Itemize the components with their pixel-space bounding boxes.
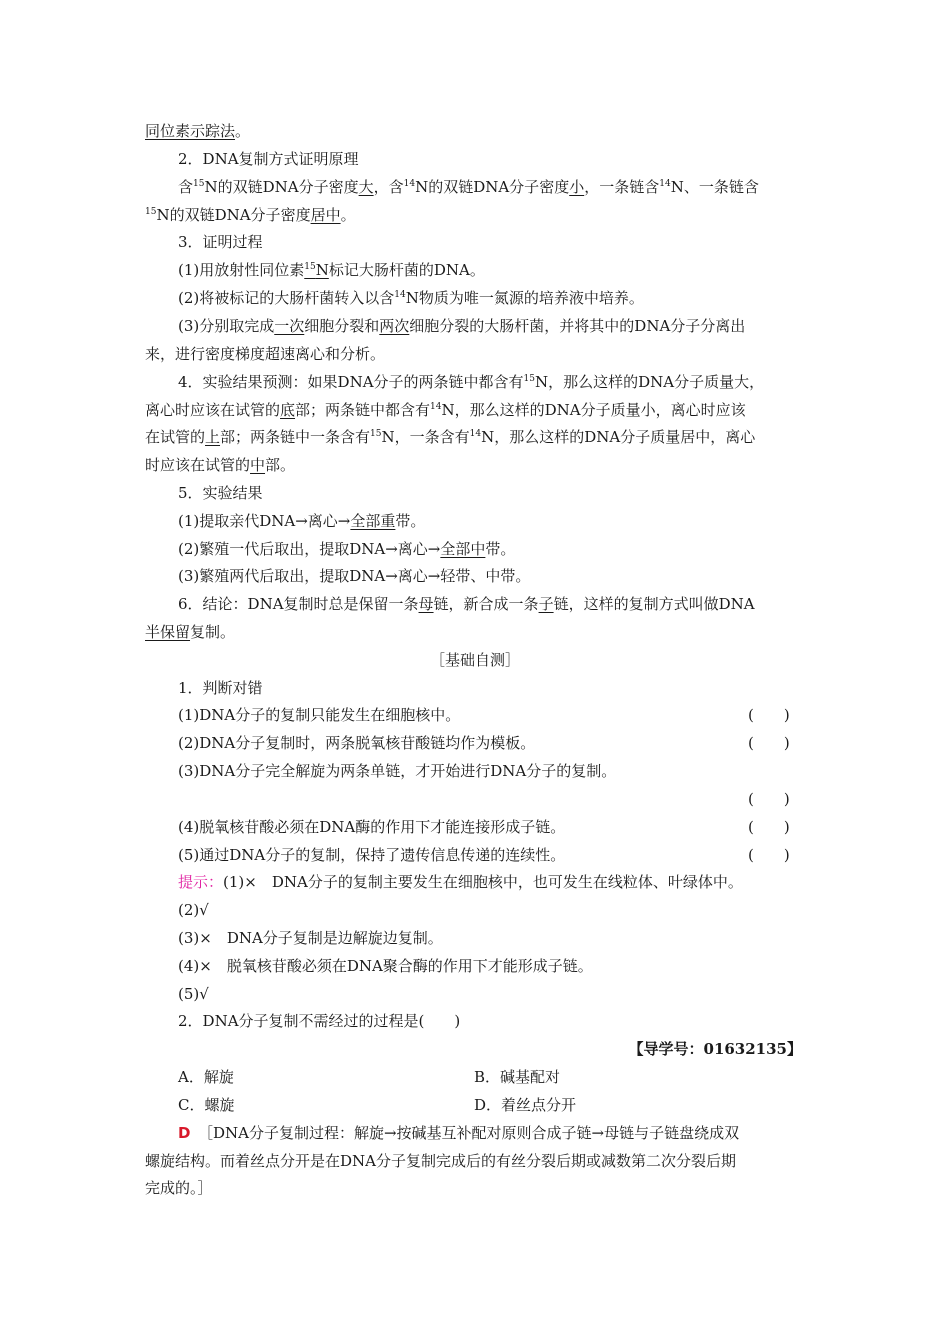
section-4-line-2: 离心时应该在试管的底部；两条链中都含有$^{14}$N，那么这样的DNA分子质量小，离心时应该: [145, 401, 746, 419]
section-3-heading: 3．证明过程: [178, 233, 263, 251]
underlined-term: 同位素示踪法: [145, 122, 236, 140]
judge-item-3: (3)DNA分子完全解旋为两条单链，才开始进行DNA分子的复制。: [178, 762, 617, 780]
hint-line-3: (3)× DNA分子复制是边解旋边复制。: [178, 929, 443, 947]
section-4-line-4: 时应该在试管的中部。: [145, 456, 296, 474]
intro-line: 同位素示踪法。: [145, 122, 251, 140]
section-4-line-3: 在试管的上部；两条链中一条含有$^{15}$N，一条含有$^{14}$N，那么这样的DNA分子质量居中，离心: [145, 428, 756, 446]
option-b: B．碱基配对: [474, 1068, 561, 1086]
section-3-item-3: (3)分别取完成一次细胞分裂和两次细胞分裂的大肠杆菌，并将其中的DNA分子分离出: [178, 317, 746, 335]
answer-line-1: D ［DNA分子复制过程：解旋→按碱基互补配对原则合成子链→母链与子链盘绕成双: [178, 1124, 740, 1142]
answer-line-2: 螺旋结构。而着丝点分开是在DNA分子复制完成后的有丝分裂后期或减数第二次分裂后期: [145, 1152, 736, 1170]
section-6-line-1: 6．结论：DNA复制时总是保留一条母链，新合成一条子链，这样的复制方式叫做DNA: [178, 595, 755, 613]
section-2-line-1: 含$^{15}$N的双链DNA分子密度大，含$^{14}$N的双链DNA分子密度小，一条链含$^{14}$N、一条链含: [178, 178, 759, 196]
section-5-heading: 5．实验结果: [178, 484, 263, 502]
options-row-1: [0, 1064, 950, 1091]
hint-line-5: (5)√: [178, 985, 209, 1003]
section-6-line-2: 半保留复制。: [145, 623, 236, 641]
section-4-line-1: 4．实验结果预测：如果DNA分子的两条链中都含有$^{15}$N，那么这样的DNA分子质量大，: [178, 373, 765, 391]
judge-item-4: (4)脱氧核苷酸必须在DNA酶的作用下才能连接形成子链。 ( ): [0, 814, 950, 841]
option-a: A．解旋: [178, 1068, 234, 1086]
question-2: 2．DNA分子复制不需经过的过程是( ): [178, 1012, 461, 1030]
section-5-item-1: (1)提取亲代DNA→离心→全部重带。: [178, 512, 426, 530]
answer-blank: ( ): [748, 734, 790, 752]
judge-item-3-blank: [0, 786, 950, 813]
hint-line-2: (2)√: [178, 901, 209, 919]
answer-letter: D: [178, 1124, 191, 1142]
section-3-item-1: (1)用放射性同位素$^{15}$N标记大肠杆菌的DNA。: [178, 261, 485, 279]
answer-line-3: 完成的。］: [145, 1179, 213, 1197]
section-5-item-3: (3)繁殖两代后取出，提取DNA→离心→轻带、中带。: [178, 567, 531, 585]
options-row-2: [0, 1092, 950, 1119]
option-c: C．螺旋: [178, 1096, 235, 1114]
hint-line-4: (4)× 脱氧核苷酸必须在DNA聚合酶的作用下才能形成子链。: [178, 957, 593, 975]
answer-blank: ( ): [748, 818, 790, 836]
hint-line-1: 提示：(1)× DNA分子的复制主要发生在细胞核中，也可发生在线粒体、叶绿体中。: [178, 873, 743, 891]
reference-number: 【导学号：01632135】: [628, 1040, 802, 1058]
answer-blank: ( ): [748, 790, 790, 808]
judge-item-1: (1)DNA分子的复制只能发生在细胞核中。 ( ): [0, 702, 950, 729]
section-3-item-3-cont: 来，进行密度梯度超速离心和分析。: [145, 345, 386, 363]
section-3-item-2: (2)将被标记的大肠杆菌转入以含$^{14}$N物质为唯一氮源的培养液中培养。: [178, 289, 644, 307]
selftest-title: ［基础自测］: [429, 651, 520, 669]
section-2-line-2: $^{15}$N的双链DNA分子密度居中。: [145, 206, 356, 224]
reference-number-row: [0, 1036, 950, 1063]
judge-item-5: (5)通过DNA分子的复制，保持了遗传信息传递的连续性。 ( ): [0, 842, 950, 869]
answer-blank: ( ): [748, 706, 790, 724]
judge-item-2: (2)DNA分子复制时，两条脱氧核苷酸链均作为模板。 ( ): [0, 730, 950, 757]
hint-label: 提示：: [178, 873, 224, 891]
question-1-heading: 1．判断对错: [178, 679, 263, 697]
answer-blank: ( ): [748, 846, 790, 864]
option-d: D．着丝点分开: [474, 1096, 577, 1114]
section-5-item-2: (2)繁殖一代后取出，提取DNA→离心→全部中带。: [178, 540, 516, 558]
section-2-heading: 2．DNA复制方式证明原理: [178, 150, 359, 168]
